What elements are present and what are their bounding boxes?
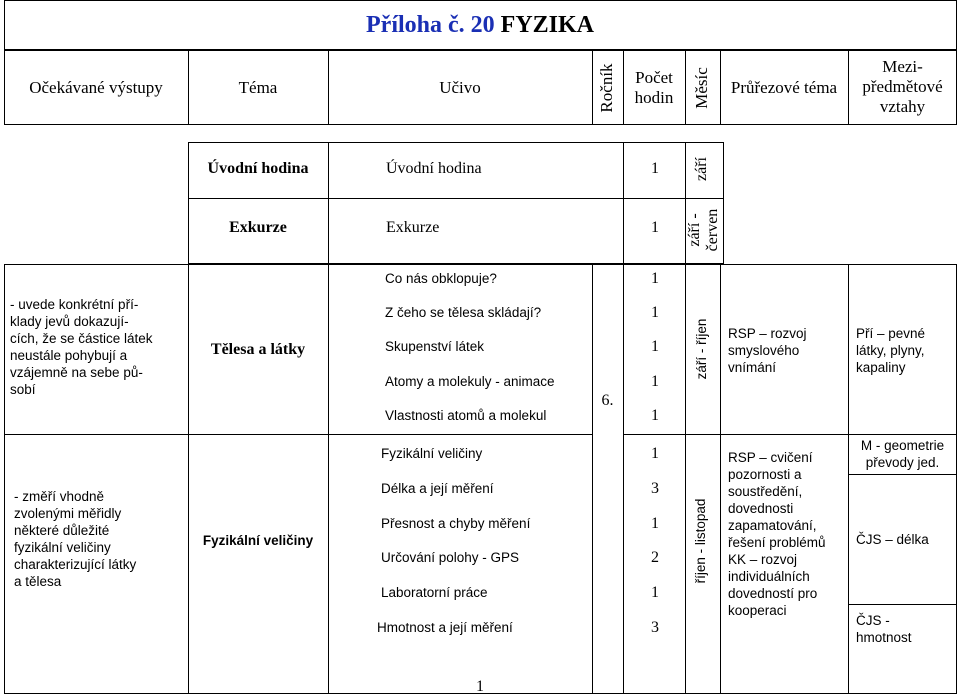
s2-inter3-line: hmotnost xyxy=(856,630,912,645)
header-divider xyxy=(592,50,593,125)
header-grade: Ročník xyxy=(597,63,616,113)
s2-cross xyxy=(728,449,846,619)
s1-output-line: - uvede konkrétní pří- xyxy=(10,297,139,312)
s1-item-content: Co nás obklopuje? xyxy=(385,271,497,286)
excursion-hours: 1 xyxy=(651,219,659,236)
s1-item-hours: 1 xyxy=(651,270,659,287)
intro-col-divider xyxy=(328,142,329,264)
s1-inter xyxy=(856,325,956,376)
s2-topic: Fyzikální veličiny xyxy=(202,533,314,548)
s2-item-content: Přesnost a chyby měření xyxy=(381,516,531,531)
s2-item-hours: 3 xyxy=(651,480,659,497)
col-divider xyxy=(592,264,593,694)
header-hours xyxy=(623,68,685,108)
s2-output-line: fyzikální veličiny xyxy=(14,540,111,555)
intro-hours: 1 xyxy=(651,160,659,177)
s2-outputs xyxy=(14,488,186,590)
s1-cross-line: RSP – rozvoj xyxy=(728,326,807,341)
col-divider xyxy=(685,264,686,694)
s2-inter1-line: převody jed. xyxy=(865,455,940,470)
s2-inter1 xyxy=(848,437,957,471)
s1-item-content: Z čeho se tělesa skládají? xyxy=(385,305,542,320)
s2-inter3-line: ČJS - xyxy=(856,613,890,628)
s1-cross-line: vnímání xyxy=(728,360,777,375)
inter-divider xyxy=(848,474,957,475)
s2-cross-line: individuálních xyxy=(728,569,810,584)
s2-inter3 xyxy=(856,612,956,646)
header-outputs: Očekávané výstupy xyxy=(29,78,163,97)
col-divider xyxy=(720,264,721,694)
header-inter-line1: Mezi- xyxy=(882,57,923,76)
header-divider xyxy=(685,50,686,125)
title-subject: FYZIKA xyxy=(500,12,594,38)
header-topic: Téma xyxy=(238,78,278,97)
s2-cross-line: kooperaci xyxy=(728,603,787,618)
s1-inter-line: látky, plyny, xyxy=(856,343,925,358)
s2-item-content: Hmotnost a její měření xyxy=(377,620,513,635)
s2-output-line: a tělesa xyxy=(14,574,62,589)
excursion-month xyxy=(686,198,722,262)
header-month: Měsíc xyxy=(692,67,711,109)
section-divider xyxy=(4,434,593,435)
s2-cross-line: dovedností pro xyxy=(728,586,818,601)
s1-inter-line: Pří – pevné xyxy=(856,326,926,341)
s2-cross-line: zapamatování, xyxy=(728,518,817,533)
s2-inter1-line: M - geometrie xyxy=(860,438,945,453)
s2-inter2: ČJS – délka xyxy=(856,532,929,547)
s2-cross-line: KK – rozvoj xyxy=(728,552,798,567)
s1-topic: Tělesa a látky xyxy=(210,341,306,358)
header-content: Učivo xyxy=(439,78,481,97)
s2-output-line: charakterizující látky xyxy=(14,557,137,572)
intro-divider xyxy=(188,198,724,199)
s2-item-hours: 3 xyxy=(651,619,659,636)
s1-inter-line: kapaliny xyxy=(856,360,906,375)
s1-output-line: sobí xyxy=(10,382,36,397)
col-divider xyxy=(188,264,189,694)
excursion-topic: Exkurze xyxy=(229,219,287,236)
s1-item-content: Skupenství látek xyxy=(385,339,485,354)
s1-cross xyxy=(728,325,846,376)
s2-cross-line: dovednosti xyxy=(728,501,794,516)
s1-item-hours: 1 xyxy=(651,304,659,321)
s2-item-hours: 1 xyxy=(651,584,659,601)
header-hours-line1: Počet xyxy=(635,68,673,87)
s1-outputs xyxy=(10,296,185,398)
inter-divider xyxy=(848,604,957,605)
s2-item-content: Délka a její měření xyxy=(381,481,494,496)
s1-item-hours: 1 xyxy=(651,407,659,424)
s2-output-line: zvolenými měřidly xyxy=(14,506,122,521)
excursion-month-line1: září - xyxy=(686,213,703,247)
s1-item-hours: 1 xyxy=(651,373,659,390)
page-title xyxy=(0,12,960,39)
col-divider xyxy=(328,264,329,694)
s1-month: září - říjen xyxy=(694,318,709,380)
section-divider xyxy=(623,434,957,435)
intro-col-divider xyxy=(623,142,624,264)
s1-item-content: Vlastnosti atomů a molekul xyxy=(385,408,547,423)
s1-output-line: klady jevů dokazují- xyxy=(10,314,129,329)
s1-output-line: cích, že se částice látek xyxy=(10,331,153,346)
s1-item-content: Atomy a molekuly - animace xyxy=(385,374,555,389)
intro-month: září xyxy=(693,157,710,181)
s2-cross-line: řešení problémů xyxy=(728,535,826,550)
s2-item-hours: 2 xyxy=(651,549,659,566)
s2-item-hours: 1 xyxy=(651,515,659,532)
intro-content: Úvodní hodina xyxy=(386,160,482,177)
title-main: Příloha č. 20 xyxy=(366,12,495,38)
s1-output-line: vzájemně na sebe pů- xyxy=(10,365,143,380)
grade-value: 6. xyxy=(601,392,614,409)
col-divider xyxy=(623,264,624,694)
s2-item-content: Laboratorní práce xyxy=(381,585,488,600)
intro-topic: Úvodní hodina xyxy=(207,160,309,177)
col-divider xyxy=(848,264,849,694)
excursion-content: Exkurze xyxy=(386,219,440,236)
header-hours-line2: hodin xyxy=(634,88,674,107)
s2-item-content: Určování polohy - GPS xyxy=(381,550,520,565)
s2-cross-line: pozornosti a xyxy=(728,467,802,482)
s1-cross-line: smyslového xyxy=(728,343,800,358)
s2-cross-line: RSP – cvičení xyxy=(728,450,813,465)
s2-cross-line: soustředění, xyxy=(728,484,803,499)
s2-item-content: Fyzikální veličiny xyxy=(381,446,483,461)
excursion-month-line2: červen xyxy=(704,208,721,252)
header-inter-line3: vztahy xyxy=(879,97,926,116)
header-inter xyxy=(848,57,957,117)
page-number: 1 xyxy=(476,678,484,695)
header-cross: Průřezové téma xyxy=(730,78,838,97)
s2-output-line: - změří vhodně xyxy=(14,489,105,504)
s2-item-hours: 1 xyxy=(651,445,659,462)
header-inter-line2: předmětové xyxy=(862,77,943,96)
s1-item-hours: 1 xyxy=(651,338,659,355)
s2-output-line: některé důležité xyxy=(14,523,110,538)
s2-month: říjen - listopad xyxy=(693,498,708,584)
s1-output-line: neustále pohybují a xyxy=(10,348,128,363)
